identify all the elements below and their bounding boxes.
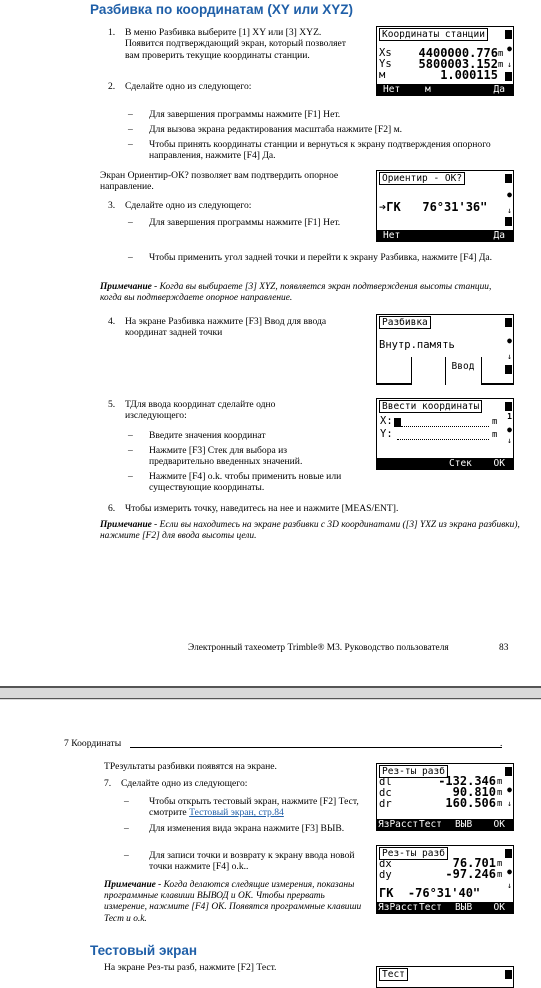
- circle-icon: ●: [507, 44, 512, 53]
- lcd-title: Тест: [379, 968, 408, 981]
- lcd-title: Разбивка: [379, 316, 431, 329]
- lcd-title: Ориентир - OK?: [379, 172, 465, 185]
- lcd-value: 1.000115: [440, 68, 498, 82]
- header-rule: [130, 747, 502, 748]
- test-screen-link[interactable]: Тестовый экран, стр.84: [189, 807, 284, 819]
- softkey-f1[interactable]: Нет: [383, 230, 401, 241]
- step-number: 6.: [108, 503, 116, 514]
- bullet-dash: –: [128, 124, 133, 135]
- battery-icon: [505, 970, 512, 979]
- lcd-unit: m: [497, 799, 503, 809]
- step-text: На экране Разбивка нажмите [F3] Ввод для ввода координат задней точки: [125, 316, 327, 339]
- lcd-label: м: [379, 69, 386, 81]
- lcd-orientation-ok: [376, 170, 514, 242]
- lcd-unit: m: [497, 777, 503, 787]
- lcd-value: 4400000.776: [418, 46, 498, 60]
- softkey-f1[interactable]: ЯзРасст: [378, 902, 419, 913]
- circle-icon: ●: [507, 425, 512, 434]
- page-footer: Электронный тахеометр Trimble® M3. Руководство пользователя: [188, 643, 449, 653]
- note: [104, 880, 364, 925]
- softkey-f4[interactable]: [481, 383, 513, 385]
- lcd-value: 76.701: [452, 856, 496, 870]
- softkey-bar: [377, 902, 513, 913]
- lcd-value: -97.246: [445, 867, 496, 881]
- softkey-f3[interactable]: Стек: [449, 458, 472, 469]
- lcd-title: Координаты станции: [379, 28, 488, 41]
- battery-icon: [505, 318, 512, 327]
- softkey-f4[interactable]: Да: [493, 230, 505, 241]
- note: [100, 282, 505, 304]
- step-text: В меню Разбивка выберите [1] XY или [3] XYZ. Появится подтверждающий экран, который позволяет вам проверить текущие координаты станции.: [125, 27, 346, 61]
- softkey-f4[interactable]: OK: [493, 902, 505, 913]
- page-separator: [0, 698, 541, 699]
- bullet-text: Для завершения программы нажмите [F1] Нет.: [149, 109, 341, 120]
- lcd-title: Рез-ты разб: [379, 765, 448, 778]
- note: [100, 520, 520, 542]
- lcd-unit: m: [498, 49, 504, 59]
- softkey-bar: [377, 84, 513, 95]
- battery-icon: [505, 174, 512, 183]
- lcd-title: Ввести координаты: [379, 400, 482, 413]
- softkey-f3[interactable]: ВЫВ: [455, 902, 473, 913]
- bullet-text: Введите значения координат: [149, 430, 266, 441]
- step-number: 4.: [108, 316, 116, 327]
- bullet-dash: –: [128, 252, 133, 263]
- y-input-field[interactable]: [397, 439, 489, 440]
- paragraph: ТРезультаты разбивки появятся на экране.: [104, 761, 277, 772]
- bullet-dash: –: [128, 445, 133, 456]
- lcd-label: Ys: [379, 58, 392, 70]
- circle-icon: ●: [507, 336, 512, 345]
- step-text: Сделайте одно из следующего:: [121, 778, 248, 789]
- softkey-f1[interactable]: Нет: [383, 84, 401, 95]
- bullet-text: Для вызова экрана редактирования масштаба нажмите [F2] м.: [149, 124, 403, 135]
- lcd-unit: m: [497, 870, 503, 880]
- softkey-f1[interactable]: [377, 383, 411, 385]
- step-text: Чтобы измерить точку, наведитесь на нее и нажмите [MEAS/ENT].: [125, 503, 399, 514]
- bullet-dash: –: [128, 471, 133, 482]
- battery-icon: [505, 217, 512, 226]
- softkey-f3[interactable]: ВЫВ: [455, 819, 473, 830]
- step-text: Сделайте одно из следующего:: [125, 200, 252, 211]
- note-label: Примечание -: [104, 880, 162, 890]
- lcd-label: dy: [379, 869, 392, 881]
- arrow-down-icon: ↓: [507, 799, 512, 808]
- bullet-dash: –: [124, 796, 129, 807]
- page-number: 83: [499, 643, 509, 653]
- lcd-hz-row: ➔ГК 76°31'36": [379, 200, 488, 214]
- lcd-value: 90.810: [452, 785, 496, 799]
- bullet-dash: –: [124, 850, 129, 861]
- lcd-label: dr: [379, 798, 392, 810]
- lcd-label: dc: [379, 787, 392, 799]
- lcd-label: X:: [380, 415, 393, 427]
- bullet-text: Чтобы применить угол задней точки и перейти к экрану Разбивка, нажмите [F4] Да.: [149, 252, 493, 263]
- bullet-text: Нажмите [F4] o.k. чтобы применить новые или существующие координаты.: [149, 471, 342, 494]
- step-text: ТДля ввода координат сделайте одно изследующего:: [125, 399, 276, 422]
- softkey-f2[interactable]: Тест: [419, 902, 442, 913]
- bullet-text: Для изменения вида экрана нажмите [F3] ВЫВ.: [149, 823, 345, 834]
- lcd-unit: m: [492, 430, 498, 440]
- lcd-label: Xs: [379, 47, 392, 59]
- softkey-divider: [411, 357, 412, 385]
- lcd-value: 160.506: [445, 796, 496, 810]
- note-text: Когда делаются следящие измерения, показаны программные клавиши ВЫВОД и OK. Чтобы прервать измерение, нажмите [F4] OK. Появятся программные клавиши Тест и o.k.: [104, 880, 362, 924]
- lcd-label: dl: [379, 776, 392, 788]
- softkey-f4[interactable]: Да: [493, 84, 505, 95]
- step-text: Сделайте одно из следующего:: [125, 81, 252, 92]
- battery-icon: [505, 30, 512, 39]
- step-number: 3.: [108, 200, 116, 211]
- x-input-field[interactable]: [401, 426, 489, 427]
- lcd-setout-results-xy: [376, 845, 514, 914]
- lcd-enter-coordinates: [376, 398, 514, 470]
- circle-icon: ●: [507, 867, 512, 876]
- note-label: Примечание -: [100, 282, 158, 292]
- circle-icon: ●: [507, 190, 512, 199]
- arrow-down-icon: ↓: [507, 436, 512, 445]
- arrow-down-icon: ↓: [507, 881, 512, 890]
- softkey-bar: [377, 230, 513, 241]
- softkey-f4[interactable]: OK: [493, 458, 505, 469]
- step-number: 2.: [108, 81, 116, 92]
- bullet-text: Чтобы принять координаты станции и вернуться к экрану подтверждения опорного направления, нажмите [F4] Да.: [149, 139, 491, 162]
- input-mode-icon: 1: [507, 412, 512, 421]
- battery-icon: [505, 402, 512, 411]
- bullet-dash: –: [128, 109, 133, 120]
- battery-icon: [505, 72, 512, 81]
- lcd-unit: m: [498, 60, 504, 70]
- softkey-bar: [377, 819, 513, 830]
- page-separator: [0, 686, 541, 688]
- softkey-f2[interactable]: м: [425, 84, 431, 95]
- lcd-setout: [376, 314, 514, 385]
- cursor: [394, 418, 401, 427]
- header-rule-end: .: [500, 738, 503, 749]
- arrow-down-icon: ↓: [507, 60, 512, 69]
- lcd-label: Y:: [380, 428, 393, 440]
- softkey-f2[interactable]: Тест: [419, 819, 442, 830]
- lcd-value: -132.346: [438, 774, 496, 788]
- softkey-bar: [377, 458, 513, 469]
- softkey-divider: [481, 357, 482, 385]
- bullet-text: Для записи точки и возврату к экрану ввода новой точки нажмите [F4] o.k..: [149, 850, 355, 873]
- step-number: 1.: [108, 27, 116, 38]
- softkey-f4[interactable]: OK: [493, 819, 505, 830]
- paragraph: Экран Ориентир-ОК? позволяет вам подтвердить опорное направление.: [100, 170, 339, 193]
- battery-icon: [505, 365, 512, 374]
- section-heading: Разбивка по координатам (XY или XYZ): [90, 2, 354, 17]
- lcd-unit: m: [497, 859, 503, 869]
- step-number: 7.: [104, 778, 112, 789]
- bullet-text: Нажмите [F3] Стек для выбора из предварительно введенных значений.: [149, 445, 303, 468]
- lcd-unit: m: [492, 417, 498, 427]
- arrow-down-icon: ↓: [507, 352, 512, 361]
- note-label: Примечание -: [100, 520, 158, 530]
- lcd-label: dx: [379, 858, 392, 870]
- lcd-hz-row: ГК -76°31'40": [379, 886, 481, 900]
- bullet-dash: –: [128, 217, 133, 228]
- lcd-memory-row: Внутр.память: [379, 339, 455, 351]
- lcd-station-coordinates: [376, 26, 514, 96]
- chapter-header: 7 Координаты: [64, 738, 122, 749]
- section-heading: Тестовый экран: [90, 943, 198, 958]
- bullet-text: [149, 796, 369, 819]
- arrow-down-icon: ↓: [507, 206, 512, 215]
- bullet-text: Для завершения программы нажмите [F1] Нет.: [149, 217, 341, 228]
- note-text: Если вы находитесь на экране разбивки с 3D координатами ([3] YXZ из экрана разбивки), нажмите [F2] для ввода высоты цели.: [100, 520, 520, 542]
- circle-icon: ●: [507, 785, 512, 794]
- battery-icon: [505, 767, 512, 776]
- bullet-dash: –: [128, 139, 133, 150]
- bullet-dash: –: [128, 430, 133, 441]
- softkey-f1[interactable]: ЯзРасст: [378, 819, 419, 830]
- lcd-title: Рез-ты разб: [379, 847, 448, 860]
- softkey-f3[interactable]: Ввод: [451, 361, 475, 372]
- bullet-dash: –: [124, 823, 129, 834]
- lcd-unit: m: [497, 788, 503, 798]
- lcd-test: [376, 966, 514, 988]
- bullet-text-part: Чтобы открыть тестовый экран, нажмите [F2] Тест, смотрите: [149, 796, 359, 819]
- step-number: 5.: [108, 399, 116, 410]
- lcd-setout-results: [376, 763, 514, 831]
- note-text: Когда вы выбираете [3] XYZ, появляется экран подтверждения высоты станции, когда вы подтверждаете опорное направление.: [100, 282, 492, 304]
- battery-icon: [505, 849, 512, 858]
- lcd-value: 5800003.152: [418, 57, 498, 71]
- paragraph: На экране Рез-ты разб, нажмите [F2] Тест.: [104, 962, 277, 973]
